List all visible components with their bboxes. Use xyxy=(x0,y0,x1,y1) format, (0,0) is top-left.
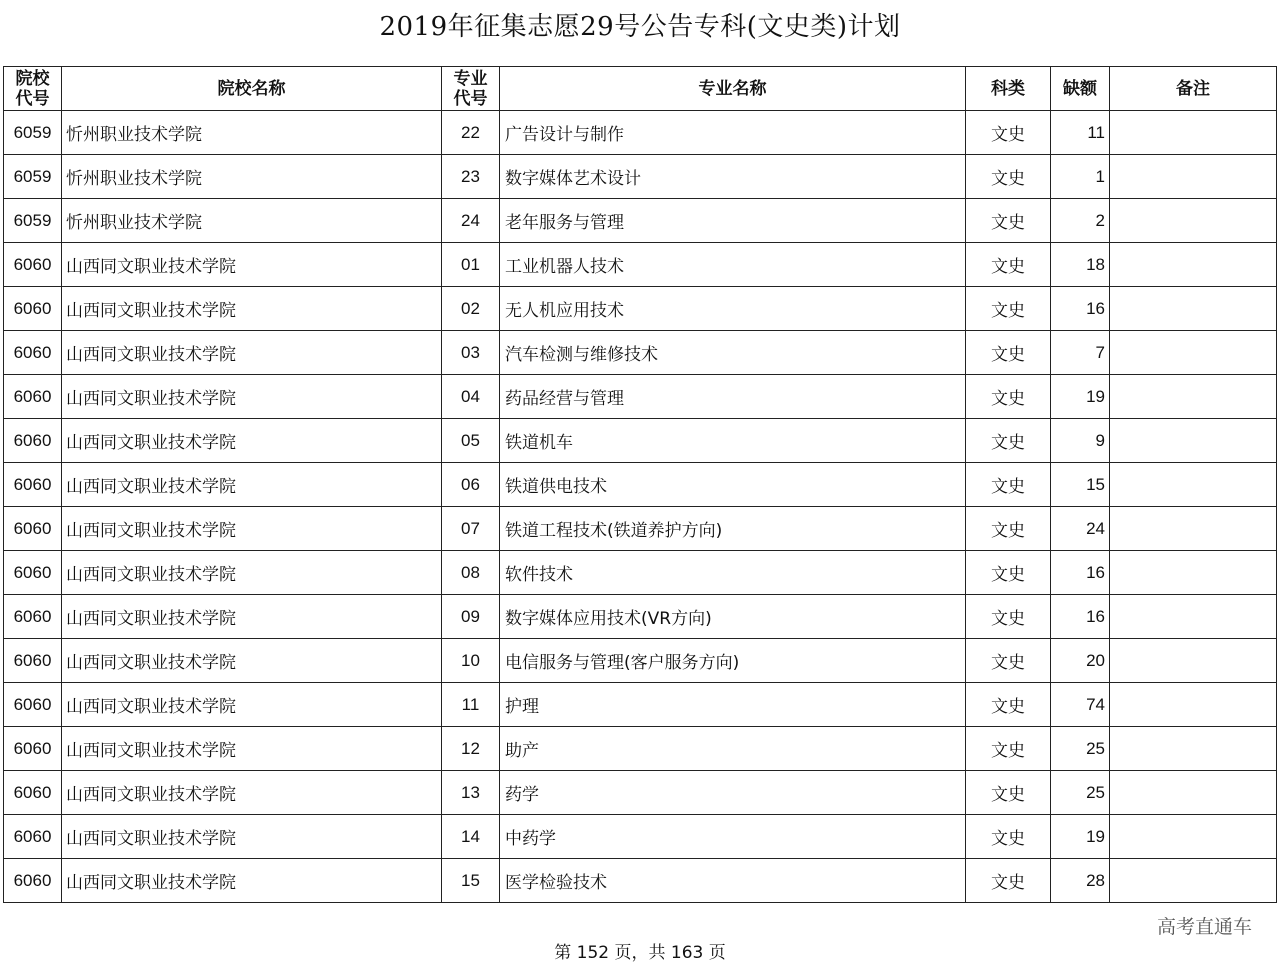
cell-school-name: 山西同文职业技术学院 xyxy=(62,331,442,375)
table-row xyxy=(4,331,1277,375)
table-body xyxy=(4,111,1277,903)
cell-school-name: 山西同文职业技术学院 xyxy=(62,551,442,595)
cell-major-code: 13 xyxy=(442,771,500,815)
cell-vacancy: 2 xyxy=(1051,199,1110,243)
table-row xyxy=(4,727,1277,771)
cell-category: 文史 xyxy=(966,463,1051,507)
cell-remarks xyxy=(1110,595,1277,639)
cell-major-name: 医学检验技术 xyxy=(500,859,966,903)
cell-major-name: 汽车检测与维修技术 xyxy=(500,331,966,375)
cell-vacancy: 11 xyxy=(1051,111,1110,155)
cell-school-name: 山西同文职业技术学院 xyxy=(62,419,442,463)
cell-school-code: 6060 xyxy=(4,595,62,639)
cell-major-code: 10 xyxy=(442,639,500,683)
cell-category: 文史 xyxy=(966,683,1051,727)
cell-major-name: 电信服务与管理(客户服务方向) xyxy=(500,639,966,683)
header-major-code-line2: 代号 xyxy=(453,88,488,109)
cell-vacancy: 18 xyxy=(1051,243,1110,287)
cell-major-code: 02 xyxy=(442,287,500,331)
cell-school-code: 6060 xyxy=(4,463,62,507)
cell-school-name: 山西同文职业技术学院 xyxy=(62,727,442,771)
cell-category: 文史 xyxy=(966,419,1051,463)
cell-major-name: 助产 xyxy=(500,727,966,771)
cell-school-name: 忻州职业技术学院 xyxy=(62,155,442,199)
header-school-code-line1: 院校 xyxy=(15,68,50,89)
cell-school-code: 6060 xyxy=(4,243,62,287)
cell-category: 文史 xyxy=(966,287,1051,331)
cell-remarks xyxy=(1110,199,1277,243)
cell-category: 文史 xyxy=(966,639,1051,683)
page-footer: 第 152 页，共 163 页 xyxy=(554,943,726,963)
cell-school-code: 6060 xyxy=(4,287,62,331)
table-row xyxy=(4,683,1277,727)
cell-vacancy: 25 xyxy=(1051,727,1110,771)
cell-major-code: 23 xyxy=(442,155,500,199)
cell-category: 文史 xyxy=(966,771,1051,815)
cell-category: 文史 xyxy=(966,375,1051,419)
cell-major-name: 无人机应用技术 xyxy=(500,287,966,331)
cell-category: 文史 xyxy=(966,727,1051,771)
cell-remarks xyxy=(1110,463,1277,507)
cell-vacancy: 7 xyxy=(1051,331,1110,375)
cell-major-name: 工业机器人技术 xyxy=(500,243,966,287)
cell-school-code: 6060 xyxy=(4,859,62,903)
table-row xyxy=(4,155,1277,199)
cell-remarks xyxy=(1110,287,1277,331)
header-category: 科类 xyxy=(966,67,1051,111)
table-row xyxy=(4,551,1277,595)
table-row xyxy=(4,595,1277,639)
cell-vacancy: 16 xyxy=(1051,551,1110,595)
table-row xyxy=(4,419,1277,463)
cell-school-code: 6059 xyxy=(4,155,62,199)
cell-major-name: 护理 xyxy=(500,683,966,727)
table-row xyxy=(4,375,1277,419)
cell-category: 文史 xyxy=(966,199,1051,243)
table-row xyxy=(4,771,1277,815)
cell-major-code: 01 xyxy=(442,243,500,287)
cell-major-name: 铁道机车 xyxy=(500,419,966,463)
cell-major-name: 老年服务与管理 xyxy=(500,199,966,243)
header-school-code xyxy=(4,67,62,111)
cell-major-name: 中药学 xyxy=(500,815,966,859)
cell-category: 文史 xyxy=(966,815,1051,859)
cell-vacancy: 19 xyxy=(1051,815,1110,859)
cell-school-name: 忻州职业技术学院 xyxy=(62,199,442,243)
table-row xyxy=(4,507,1277,551)
header-school-code-line2: 代号 xyxy=(15,88,50,109)
table-row xyxy=(4,199,1277,243)
cell-school-code: 6060 xyxy=(4,815,62,859)
cell-major-name: 铁道供电技术 xyxy=(500,463,966,507)
cell-remarks xyxy=(1110,419,1277,463)
cell-major-code: 15 xyxy=(442,859,500,903)
cell-vacancy: 15 xyxy=(1051,463,1110,507)
cell-major-name: 软件技术 xyxy=(500,551,966,595)
cell-vacancy: 74 xyxy=(1051,683,1110,727)
cell-school-name: 山西同文职业技术学院 xyxy=(62,375,442,419)
cell-category: 文史 xyxy=(966,243,1051,287)
cell-vacancy: 20 xyxy=(1051,639,1110,683)
cell-major-code: 08 xyxy=(442,551,500,595)
header-major-code xyxy=(442,67,500,111)
cell-school-code: 6059 xyxy=(4,111,62,155)
plan-table xyxy=(3,66,1277,903)
cell-remarks xyxy=(1110,859,1277,903)
cell-major-name: 药学 xyxy=(500,771,966,815)
cell-remarks xyxy=(1110,155,1277,199)
cell-major-code: 14 xyxy=(442,815,500,859)
cell-major-code: 11 xyxy=(442,683,500,727)
cell-vacancy: 9 xyxy=(1051,419,1110,463)
table-row xyxy=(4,639,1277,683)
page-title: 2019年征集志愿29号公告专科(文史类)计划 xyxy=(379,12,901,42)
cell-school-name: 山西同文职业技术学院 xyxy=(62,463,442,507)
cell-school-name: 忻州职业技术学院 xyxy=(62,111,442,155)
table-row xyxy=(4,815,1277,859)
header-remarks: 备注 xyxy=(1110,67,1277,111)
watermark: 高考直通车 xyxy=(1156,916,1252,938)
cell-major-code: 03 xyxy=(442,331,500,375)
cell-school-name: 山西同文职业技术学院 xyxy=(62,595,442,639)
cell-school-code: 6060 xyxy=(4,331,62,375)
cell-school-code: 6060 xyxy=(4,551,62,595)
cell-school-name: 山西同文职业技术学院 xyxy=(62,287,442,331)
cell-major-code: 07 xyxy=(442,507,500,551)
header-school-name: 院校名称 xyxy=(62,67,442,111)
cell-category: 文史 xyxy=(966,859,1051,903)
cell-school-code: 6060 xyxy=(4,419,62,463)
cell-school-code: 6060 xyxy=(4,771,62,815)
cell-major-name: 数字媒体艺术设计 xyxy=(500,155,966,199)
cell-vacancy: 28 xyxy=(1051,859,1110,903)
cell-remarks xyxy=(1110,683,1277,727)
cell-major-code: 04 xyxy=(442,375,500,419)
cell-remarks xyxy=(1110,111,1277,155)
cell-category: 文史 xyxy=(966,595,1051,639)
cell-category: 文史 xyxy=(966,155,1051,199)
cell-school-name: 山西同文职业技术学院 xyxy=(62,859,442,903)
cell-school-name: 山西同文职业技术学院 xyxy=(62,243,442,287)
cell-category: 文史 xyxy=(966,111,1051,155)
table-row xyxy=(4,287,1277,331)
cell-school-code: 6060 xyxy=(4,375,62,419)
cell-remarks xyxy=(1110,639,1277,683)
table-header-row xyxy=(4,67,1277,111)
cell-vacancy: 16 xyxy=(1051,595,1110,639)
cell-major-code: 22 xyxy=(442,111,500,155)
cell-category: 文史 xyxy=(966,551,1051,595)
cell-category: 文史 xyxy=(966,331,1051,375)
cell-vacancy: 24 xyxy=(1051,507,1110,551)
cell-remarks xyxy=(1110,375,1277,419)
cell-major-name: 数字媒体应用技术(VR方向) xyxy=(500,595,966,639)
cell-school-name: 山西同文职业技术学院 xyxy=(62,683,442,727)
header-vacancy: 缺额 xyxy=(1051,67,1110,111)
cell-remarks xyxy=(1110,815,1277,859)
header-major-name: 专业名称 xyxy=(500,67,966,111)
cell-school-code: 6060 xyxy=(4,639,62,683)
cell-category: 文史 xyxy=(966,507,1051,551)
cell-remarks xyxy=(1110,331,1277,375)
cell-school-code: 6060 xyxy=(4,727,62,771)
cell-major-name: 药品经营与管理 xyxy=(500,375,966,419)
cell-vacancy: 16 xyxy=(1051,287,1110,331)
header-major-code-line1: 专业 xyxy=(453,68,488,89)
cell-remarks xyxy=(1110,551,1277,595)
cell-vacancy: 19 xyxy=(1051,375,1110,419)
cell-major-code: 09 xyxy=(442,595,500,639)
cell-school-code: 6059 xyxy=(4,199,62,243)
cell-vacancy: 25 xyxy=(1051,771,1110,815)
table-row xyxy=(4,859,1277,903)
table-row xyxy=(4,243,1277,287)
cell-major-code: 12 xyxy=(442,727,500,771)
cell-school-name: 山西同文职业技术学院 xyxy=(62,815,442,859)
cell-major-code: 24 xyxy=(442,199,500,243)
cell-school-code: 6060 xyxy=(4,683,62,727)
cell-remarks xyxy=(1110,243,1277,287)
cell-remarks xyxy=(1110,771,1277,815)
cell-school-name: 山西同文职业技术学院 xyxy=(62,507,442,551)
cell-remarks xyxy=(1110,727,1277,771)
cell-remarks xyxy=(1110,507,1277,551)
cell-school-code: 6060 xyxy=(4,507,62,551)
cell-school-name: 山西同文职业技术学院 xyxy=(62,639,442,683)
cell-vacancy: 1 xyxy=(1051,155,1110,199)
cell-major-code: 05 xyxy=(442,419,500,463)
cell-major-name: 铁道工程技术(铁道养护方向) xyxy=(500,507,966,551)
cell-school-name: 山西同文职业技术学院 xyxy=(62,771,442,815)
cell-major-name: 广告设计与制作 xyxy=(500,111,966,155)
table-row xyxy=(4,463,1277,507)
table-row xyxy=(4,111,1277,155)
cell-major-code: 06 xyxy=(442,463,500,507)
